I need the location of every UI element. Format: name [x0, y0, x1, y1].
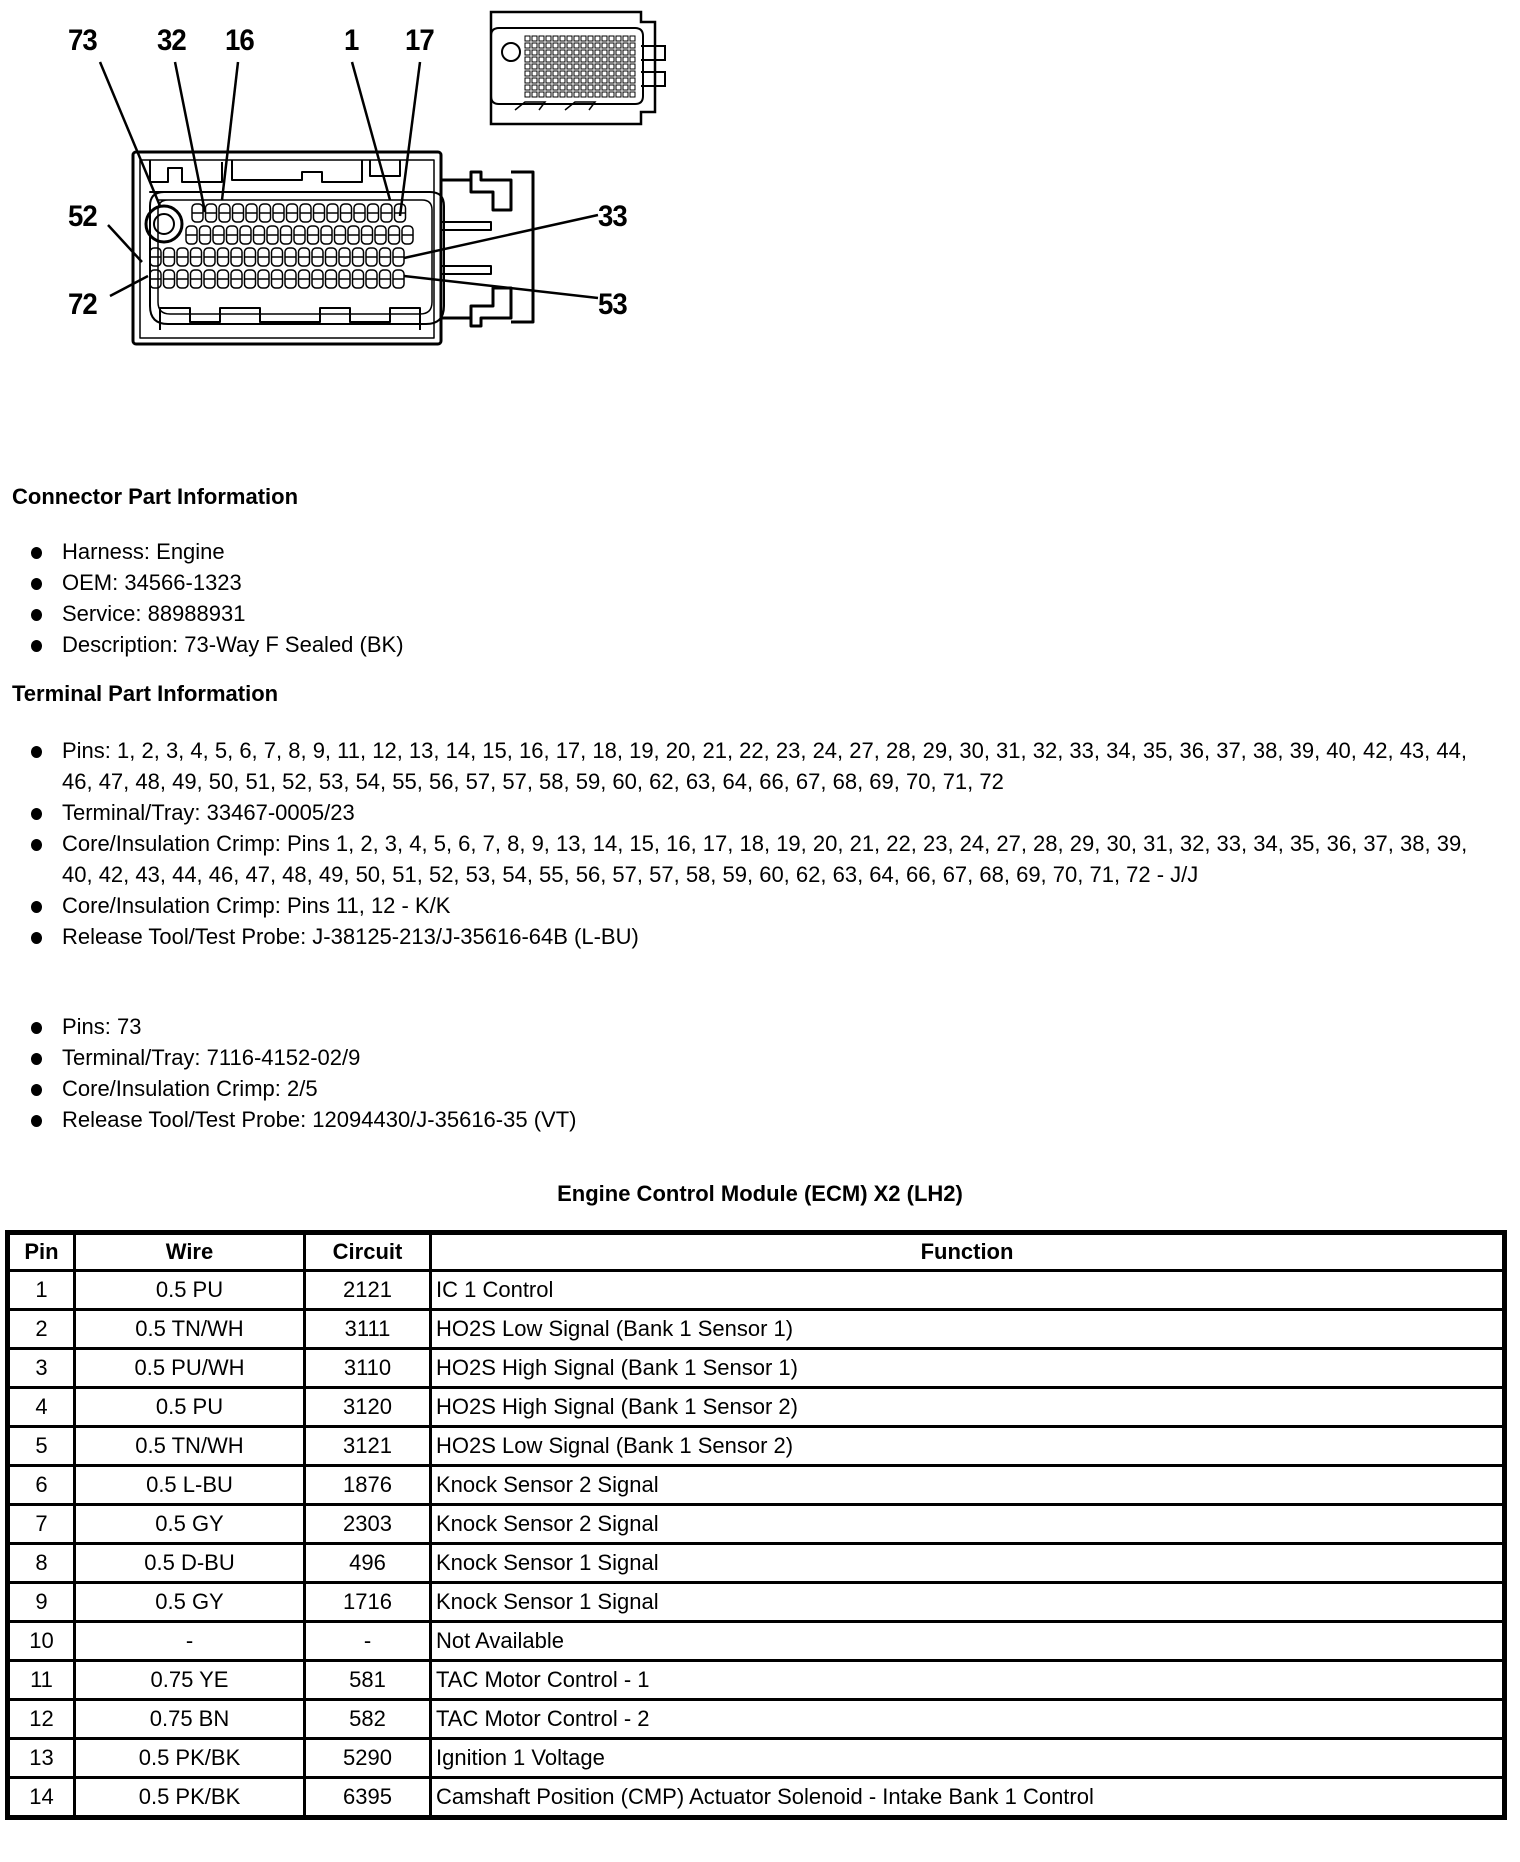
pin-cavity — [574, 50, 579, 55]
pin-cavity — [623, 78, 628, 83]
pin-cavity — [560, 57, 565, 62]
pin-cavity — [567, 85, 572, 90]
cell-wire: 0.5 PU — [75, 1271, 305, 1310]
pin-cavity — [525, 92, 530, 97]
cell-pin: 9 — [8, 1583, 75, 1622]
pin-cavity — [588, 57, 593, 62]
pin-cavity — [623, 50, 628, 55]
cell-circuit: 581 — [305, 1661, 431, 1700]
pin-cavity — [588, 64, 593, 69]
pin-cavity — [623, 71, 628, 76]
pin-cavity — [539, 71, 544, 76]
pin-cavity — [525, 43, 530, 48]
list-item: Pins: 1, 2, 3, 4, 5, 6, 7, 8, 9, 11, 12, 13, 14, 15, 16, 17, 18, 19, 20, 21, 22, 23, 24, 27, 28, 29, 30, 31, 32, 33, 34, 35, 36, 37, 38, 39, 40, 42, 43, 44, 46, 47, 48, 49, 50, 51, 52, 53, 54, 55, 56, 57, 57, 58, 59, 60, 62, 63, 64, 66, 67, 68, 69, 70, 71, 72 — [0, 735, 1500, 797]
table-row — [8, 1778, 1505, 1818]
pin-cavity — [588, 85, 593, 90]
pin-cavity — [560, 43, 565, 48]
cell-wire: 0.5 TN/WH — [75, 1427, 305, 1466]
pin-cavity — [630, 36, 635, 41]
pin-cavity — [546, 78, 551, 83]
cell-function: Camshaft Position (CMP) Actuator Solenoid - Intake Bank 1 Control — [431, 1778, 1505, 1818]
cell-circuit: 2303 — [305, 1505, 431, 1544]
table-row — [8, 1700, 1505, 1739]
cell-pin: 13 — [8, 1739, 75, 1778]
callout-pin-1: 1 — [344, 24, 359, 57]
table-row — [8, 1310, 1505, 1349]
cell-circuit: - — [305, 1622, 431, 1661]
cell-pin: 3 — [8, 1349, 75, 1388]
pin-cavity — [602, 43, 607, 48]
cell-circuit: 2121 — [305, 1271, 431, 1310]
pin-cavity — [609, 71, 614, 76]
terminal-part-info-list-1 — [0, 735, 1500, 952]
pin-cavity — [588, 50, 593, 55]
cell-wire: 0.75 BN — [75, 1700, 305, 1739]
table-row — [8, 1739, 1505, 1778]
pin-cavity — [595, 43, 600, 48]
cell-function: Knock Sensor 1 Signal — [431, 1544, 1505, 1583]
table-header-row — [8, 1233, 1505, 1271]
table-row — [8, 1466, 1505, 1505]
cell-wire: 0.5 PK/BK — [75, 1739, 305, 1778]
pin-cavity — [630, 71, 635, 76]
pin-cavity — [581, 36, 586, 41]
pin-cavity — [546, 43, 551, 48]
pin-cavity — [560, 85, 565, 90]
pin-cavity — [630, 50, 635, 55]
cell-circuit: 1716 — [305, 1583, 431, 1622]
cell-wire: 0.5 GY — [75, 1583, 305, 1622]
pin-cavity — [546, 36, 551, 41]
cell-function: HO2S High Signal (Bank 1 Sensor 1) — [431, 1349, 1505, 1388]
table-row — [8, 1271, 1505, 1310]
cell-pin: 6 — [8, 1466, 75, 1505]
pin-cavity — [560, 64, 565, 69]
cell-circuit: 1876 — [305, 1466, 431, 1505]
table-title: Engine Control Module (ECM) X2 (LH2) — [557, 1181, 963, 1206]
pin-cavity — [560, 50, 565, 55]
pin-cavity — [525, 78, 530, 83]
table-row — [8, 1505, 1505, 1544]
pin-cavity — [581, 57, 586, 62]
cell-wire: 0.75 YE — [75, 1661, 305, 1700]
pin-cavity — [623, 36, 628, 41]
pin-cavity — [546, 92, 551, 97]
cell-pin: 14 — [8, 1778, 75, 1818]
cell-function: Knock Sensor 2 Signal — [431, 1466, 1505, 1505]
pin-cavity — [553, 71, 558, 76]
cell-circuit: 3111 — [305, 1310, 431, 1349]
cell-circuit: 3110 — [305, 1349, 431, 1388]
pin-cavity — [532, 85, 537, 90]
pin-cavity — [602, 78, 607, 83]
table-row — [8, 1349, 1505, 1388]
pin-cavity — [539, 43, 544, 48]
pin-cavity — [546, 71, 551, 76]
pin-cavity — [588, 71, 593, 76]
pin-cavity — [532, 64, 537, 69]
pin-cavity — [567, 92, 572, 97]
pin-cavity — [595, 36, 600, 41]
list-item: Description: 73-Way F Sealed (BK) — [0, 629, 1500, 660]
pin-cavity — [581, 43, 586, 48]
list-item: Pins: 73 — [0, 1011, 1500, 1042]
pin-cavity — [560, 71, 565, 76]
pin-cavity — [539, 36, 544, 41]
pin-cavity — [581, 92, 586, 97]
pin-cavity — [609, 43, 614, 48]
pin-cavity — [581, 71, 586, 76]
pin-cavity — [553, 92, 558, 97]
pin-cavity — [567, 78, 572, 83]
pin-cavity — [574, 71, 579, 76]
pin-cavity — [630, 78, 635, 83]
callout-pin-16: 16 — [225, 24, 254, 57]
pin-cavity — [623, 92, 628, 97]
cell-circuit: 3120 — [305, 1388, 431, 1427]
pin-cavity — [525, 36, 530, 41]
pin-cavity — [532, 36, 537, 41]
cell-pin: 4 — [8, 1388, 75, 1427]
pin-cavity — [602, 57, 607, 62]
table-row — [8, 1661, 1505, 1700]
pin-cavity — [609, 85, 614, 90]
cell-pin: 8 — [8, 1544, 75, 1583]
pin-cavity — [532, 71, 537, 76]
pin-cavity — [581, 85, 586, 90]
connector-diagram — [0, 0, 820, 370]
pin-cavity — [609, 50, 614, 55]
pin-cavity — [616, 85, 621, 90]
pin-73-cavity — [146, 206, 182, 242]
cell-pin: 1 — [8, 1271, 75, 1310]
connector-part-info-list — [0, 536, 1500, 660]
pin-cavity — [546, 57, 551, 62]
pin-cavity — [525, 50, 530, 55]
cell-function: TAC Motor Control - 2 — [431, 1700, 1505, 1739]
pin-cavity — [546, 64, 551, 69]
cell-wire: 0.5 GY — [75, 1505, 305, 1544]
pin-table — [5, 1230, 1507, 1820]
pin-cavity — [630, 43, 635, 48]
pin-cavity — [595, 92, 600, 97]
pin-cavity — [623, 43, 628, 48]
callout-pin-53: 53 — [598, 288, 627, 321]
pin-cavity — [574, 43, 579, 48]
list-item: Release Tool/Test Probe: 12094430/J-35616-35 (VT) — [0, 1104, 1500, 1135]
list-item: Service: 88988931 — [0, 598, 1500, 629]
cell-circuit: 6395 — [305, 1778, 431, 1818]
pin-cavity — [602, 64, 607, 69]
pin-cavity — [595, 85, 600, 90]
cell-pin: 5 — [8, 1427, 75, 1466]
pin-cavity — [630, 64, 635, 69]
pin-cavity — [609, 78, 614, 83]
cell-wire: 0.5 L-BU — [75, 1466, 305, 1505]
pin-cavity — [602, 36, 607, 41]
list-item: OEM: 34566-1323 — [0, 567, 1500, 598]
pin-cavity — [623, 85, 628, 90]
pin-cavity — [574, 85, 579, 90]
pin-cavity — [609, 57, 614, 62]
cell-function: HO2S Low Signal (Bank 1 Sensor 1) — [431, 1310, 1505, 1349]
cell-function: IC 1 Control — [431, 1271, 1505, 1310]
pin-cavity — [616, 64, 621, 69]
cell-pin: 12 — [8, 1700, 75, 1739]
callout-pin-52: 52 — [68, 200, 97, 233]
pin-cavity — [574, 78, 579, 83]
pin-cavity — [532, 92, 537, 97]
table-row — [8, 1544, 1505, 1583]
pin-cavity — [539, 92, 544, 97]
cell-wire: 0.5 D-BU — [75, 1544, 305, 1583]
pin-cavity — [546, 50, 551, 55]
pin-cavity — [595, 64, 600, 69]
pin-cavity — [525, 64, 530, 69]
pin-cavity — [567, 50, 572, 55]
pin-cavity — [567, 43, 572, 48]
pin-cavity — [553, 50, 558, 55]
pin-cavity — [532, 78, 537, 83]
cell-function: Ignition 1 Voltage — [431, 1739, 1505, 1778]
pin-cavity — [525, 85, 530, 90]
pin-cavity — [623, 64, 628, 69]
pin-cavity — [553, 85, 558, 90]
pin-cavity — [609, 92, 614, 97]
callout-pin-17: 17 — [405, 24, 434, 57]
cell-circuit: 3121 — [305, 1427, 431, 1466]
pin-cavity — [567, 36, 572, 41]
pin-cavity — [588, 78, 593, 83]
pin-cavity — [567, 71, 572, 76]
cell-function: TAC Motor Control - 1 — [431, 1661, 1505, 1700]
pin-cavity — [574, 92, 579, 97]
column-header-pin: Pin — [8, 1233, 75, 1271]
cell-wire: 0.5 PK/BK — [75, 1778, 305, 1818]
pin-cavity — [581, 78, 586, 83]
connector-part-info-heading: Connector Part Information — [12, 484, 299, 509]
pin-cavity — [588, 92, 593, 97]
pin-cavity — [581, 64, 586, 69]
pin-cavity — [609, 36, 614, 41]
terminal-part-info-heading: Terminal Part Information — [12, 681, 279, 706]
cell-wire: 0.5 PU — [75, 1388, 305, 1427]
pin-cavity — [616, 78, 621, 83]
pin-cavity — [574, 64, 579, 69]
pin-cavity — [630, 57, 635, 62]
pin-cavity — [595, 78, 600, 83]
cell-wire: 0.5 TN/WH — [75, 1310, 305, 1349]
cell-function: Knock Sensor 1 Signal — [431, 1583, 1505, 1622]
cell-pin: 7 — [8, 1505, 75, 1544]
pin-cavity — [602, 71, 607, 76]
list-item: Terminal/Tray: 33467-0005/23 — [0, 797, 1500, 828]
pin-cavity — [525, 57, 530, 62]
column-header-wire: Wire — [75, 1233, 305, 1271]
pin-cavity — [553, 43, 558, 48]
pin-cavity — [588, 43, 593, 48]
pin-cavity — [532, 50, 537, 55]
pin-grid — [150, 204, 413, 288]
pin-cavity — [616, 43, 621, 48]
pin-cavity — [553, 36, 558, 41]
pin-cavity — [539, 50, 544, 55]
pin-cavity — [602, 85, 607, 90]
list-item: Core/Insulation Crimp: 2/5 — [0, 1073, 1500, 1104]
cell-circuit: 496 — [305, 1544, 431, 1583]
column-header-circuit: Circuit — [305, 1233, 431, 1271]
pin-cavity — [539, 64, 544, 69]
list-item: Harness: Engine — [0, 536, 1500, 567]
pin-cavity — [616, 71, 621, 76]
connector-isometric-icon — [491, 12, 665, 124]
pin-cavity — [560, 92, 565, 97]
pin-cavity — [602, 92, 607, 97]
cell-pin: 2 — [8, 1310, 75, 1349]
pin-cavity — [525, 71, 530, 76]
table-row — [8, 1427, 1505, 1466]
column-header-function: Function — [431, 1233, 1505, 1271]
terminal-part-info-list-2 — [0, 1011, 1500, 1135]
callout-pin-33: 33 — [598, 200, 627, 233]
pin-cavity — [616, 50, 621, 55]
pin-cavity — [539, 85, 544, 90]
pin-cavity — [588, 36, 593, 41]
cell-circuit: 5290 — [305, 1739, 431, 1778]
pin-cavity — [616, 92, 621, 97]
cell-circuit: 582 — [305, 1700, 431, 1739]
cell-wire: 0.5 PU/WH — [75, 1349, 305, 1388]
pin-cavity — [602, 50, 607, 55]
table-row — [8, 1622, 1505, 1661]
pin-cavity — [574, 57, 579, 62]
list-item: Release Tool/Test Probe: J-38125-213/J-35616-64B (L-BU) — [0, 921, 1500, 952]
pin-cavity — [595, 57, 600, 62]
cell-function: Knock Sensor 2 Signal — [431, 1505, 1505, 1544]
cell-pin: 10 — [8, 1622, 75, 1661]
callout-pin-73: 73 — [68, 24, 97, 57]
pin-cavity — [595, 71, 600, 76]
pin-cavity — [546, 85, 551, 90]
pin-cavity — [609, 64, 614, 69]
pin-cavity — [616, 36, 621, 41]
cell-function: HO2S High Signal (Bank 1 Sensor 2) — [431, 1388, 1505, 1427]
callout-pin-72: 72 — [68, 288, 97, 321]
pin-cavity — [630, 85, 635, 90]
pin-cavity — [539, 78, 544, 83]
cell-function: Not Available — [431, 1622, 1505, 1661]
list-item: Terminal/Tray: 7116-4152-02/9 — [0, 1042, 1500, 1073]
cell-wire: - — [75, 1622, 305, 1661]
cell-function: HO2S Low Signal (Bank 1 Sensor 2) — [431, 1427, 1505, 1466]
callout-pin-32: 32 — [157, 24, 186, 57]
table-row — [8, 1583, 1505, 1622]
pin-cavity — [623, 57, 628, 62]
pin-cavity — [560, 36, 565, 41]
pin-cavity — [630, 92, 635, 97]
pin-cavity — [574, 36, 579, 41]
table-row — [8, 1388, 1505, 1427]
pin-cavity — [532, 43, 537, 48]
cell-pin: 11 — [8, 1661, 75, 1700]
list-item: Core/Insulation Crimp: Pins 1, 2, 3, 4, 5, 6, 7, 8, 9, 13, 14, 15, 16, 17, 18, 19, 20, 21, 22, 23, 24, 27, 28, 29, 30, 31, 32, 33, 34, 35, 36, 37, 38, 39, 40, 42, 43, 44, 46, 47, 48, 49, 50, 51, 52, 53, 54, 55, 56, 57, 57, 58, 59, 60, 62, 63, 64, 66, 67, 68, 69, 70, 71, 72 - J/J — [0, 828, 1500, 890]
pin-cavity — [560, 78, 565, 83]
pin-cavity — [553, 64, 558, 69]
pin-cavity — [616, 57, 621, 62]
list-item: Core/Insulation Crimp: Pins 11, 12 - K/K — [0, 890, 1500, 921]
pin-cavity — [532, 57, 537, 62]
pin-cavity — [553, 57, 558, 62]
pin-cavity — [553, 78, 558, 83]
pin-cavity — [567, 64, 572, 69]
pin-cavity — [595, 50, 600, 55]
pin-cavity — [581, 50, 586, 55]
pin-cavity — [567, 57, 572, 62]
pin-cavity — [539, 57, 544, 62]
